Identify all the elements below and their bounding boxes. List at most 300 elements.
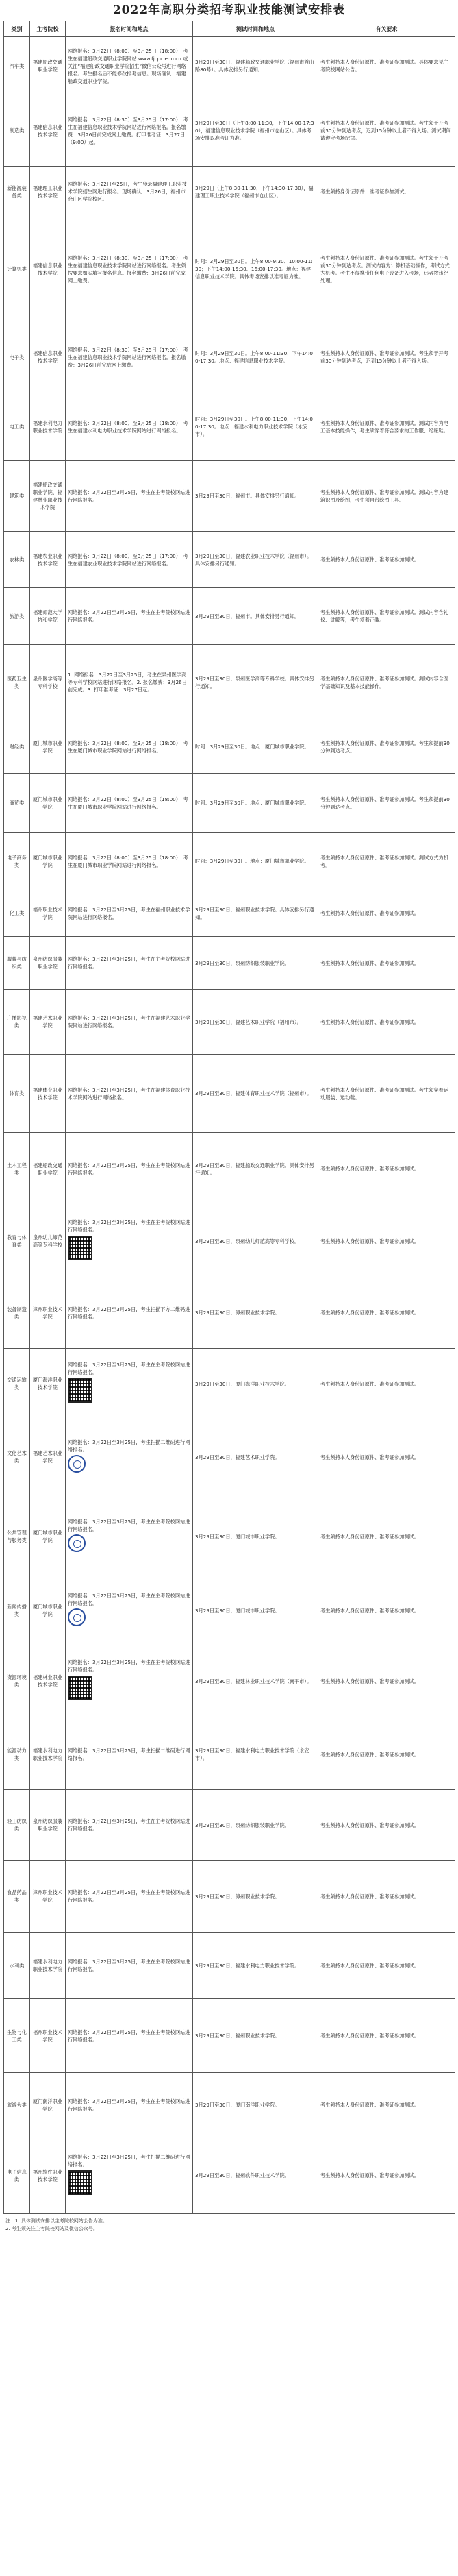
require-cell (318, 461, 455, 532)
require-cell (318, 217, 455, 321)
register-cell (66, 1495, 193, 1578)
category-cell-text: 财经类 (9, 744, 25, 750)
header-require: 有关要求 (318, 21, 455, 37)
test-cell (193, 774, 318, 833)
school-cell (30, 1719, 66, 1790)
qr-code-icon (68, 1236, 92, 1260)
category-cell-text: 旅游类 (9, 613, 25, 620)
table-row (4, 1861, 455, 1933)
register-cell-text: 网络报名：3月22日至3月25日，考生在主考院校网站进行网络报名。 (68, 1659, 190, 1673)
register-cell-text: 网络报名：3月22日（8:00）至3月25日（18:00），考生在厦门城市职业学院网站进行网络报名。 (68, 739, 188, 754)
register-cell-text: 网络报名：3月22日（8:30）至3月25日（17:00），考生在福建信息职业技术学院网站进行网络报名。报名缴费：3月26日前完成网上缴费。打印准考证：3月27日（9:00）起。 (68, 116, 188, 145)
school-cell (30, 1205, 66, 1277)
require-cell-text: 考生须持本人身份证原件、准考证参加测试。 (320, 1607, 419, 1614)
register-cell (66, 1133, 193, 1205)
require-cell-text: 考生须持身份证原件、准考证参加测试。 (320, 188, 409, 195)
school-cell-text: 泉州幼儿师范高等专科学校 (32, 1234, 63, 1248)
require-cell-text: 考生须持本人身份证原件、准考证参加测试。考生须穿着运动服装、运动鞋。 (320, 1086, 448, 1101)
require-cell-text: 考生须持本人身份证原件、准考证参加测试。 (320, 959, 419, 966)
test-cell-text: 3月29日至30日，福建船政交通职业学院。具体安排另行通知。 (195, 1162, 314, 1176)
school-cell (30, 1643, 66, 1719)
register-cell-text: 网络报名：3月22日至3月25日，考生在主考院校网站进行网络报名。 (68, 1818, 190, 1832)
register-cell (66, 393, 193, 461)
test-cell (193, 1349, 318, 1419)
require-cell (318, 393, 455, 461)
require-cell (318, 1643, 455, 1719)
school-seal-icon (68, 1455, 86, 1473)
school-cell-text: 福建船政交通职业学院、福建林业职业技术学院 (32, 481, 63, 511)
qr-code-icon (68, 2170, 92, 2195)
require-cell (318, 1133, 455, 1205)
test-cell (193, 1205, 318, 1277)
register-cell-text: 网络报名：3月22日（8:00）至3月25日（18:00），考生在厦门城市职业学院网站进行网络报名。 (68, 854, 188, 868)
test-cell-text: 时间：3月29日至30日。地点：厦门城市职业学院。 (195, 744, 309, 750)
require-cell-text: 考生须持本人身份证原件、准考证参加测试。考生须于开考前30分钟到达考点。测试内容为计算机基础操作，考试方式为机考。考生不得携带任何电子设备进入考场，违者按违纪处理。 (320, 254, 450, 284)
category-cell-text: 旅游大类 (7, 2102, 27, 2108)
category-cell-text: 电工类 (9, 424, 25, 430)
school-cell-text: 福建信息职业技术学院 (32, 123, 63, 138)
school-cell (30, 532, 66, 588)
school-cell-text: 福建水利电力职业技术学院 (32, 419, 63, 434)
register-cell (66, 588, 193, 645)
category-cell (4, 588, 30, 645)
school-cell-text: 福建体育职业技术学院 (32, 1086, 63, 1101)
school-cell-text: 厦门城市职业学院 (32, 854, 63, 868)
category-cell (4, 990, 30, 1055)
register-cell-text: 网络报名：3月22日至3月25日，考生在主考院校网站进行网络报名。 (68, 1518, 190, 1532)
category-cell (4, 645, 30, 720)
require-cell-text: 考生须持本人身份证原件、准考证参加测试。 (320, 910, 419, 916)
category-cell-text: 建筑类 (9, 493, 25, 499)
table-row (4, 37, 455, 95)
school-cell-text: 厦门南洋职业学院 (32, 2098, 63, 2112)
require-cell-text: 考生须持本人身份证原件、准考证参加测试。测试内容含礼仪、讲解等，考生须着正装。 (320, 609, 448, 623)
table-row (4, 393, 455, 461)
require-cell (318, 321, 455, 393)
register-cell-text: 网络报名：3月22日至3月25日，考生在福建体育职业技术学院网站进行网络报名。 (68, 1086, 190, 1101)
school-cell-text: 厦门城市职业学院 (32, 796, 63, 810)
school-cell (30, 1578, 66, 1643)
table-row (4, 833, 455, 890)
require-cell (318, 1349, 455, 1419)
category-cell (4, 167, 30, 217)
register-cell-text: 网络报名：3月22日至3月25日，考生在福州职业技术学院网站进行网络报名。 (68, 906, 190, 920)
register-cell (66, 1790, 193, 1861)
table-row (4, 321, 455, 393)
test-cell-text: 3月29日至30日，厦门海洋职业技术学院。 (195, 1380, 290, 1387)
category-cell (4, 95, 30, 167)
register-cell (66, 37, 193, 95)
register-cell-text: 网络报名：3月22日至3月25日，考生在主考院校网站进行网络报名。 (68, 609, 190, 623)
table-row (4, 167, 455, 217)
school-cell-text: 漳州职业技术学院 (32, 1305, 63, 1320)
require-cell (318, 167, 455, 217)
test-cell (193, 2073, 318, 2137)
require-cell (318, 937, 455, 990)
category-cell-text: 文化艺术类 (7, 1450, 27, 1464)
school-cell-text: 福建师范大学协和学院 (32, 609, 63, 623)
test-cell-text: 3月29日至30日，福州市。具体安排另行通知。 (195, 493, 300, 499)
register-cell-text: 1. 网络报名：3月22日至3月25日，考生在泉州医学高等专科学校网站进行网络报名。2. 报名缴费：3月26日前完成。3. 打印准考证：3月27日起。 (68, 672, 187, 693)
category-cell-text: 广播影视类 (7, 1015, 27, 1029)
register-cell (66, 1349, 193, 1419)
school-cell (30, 1349, 66, 1419)
require-cell-text: 考生须持本人身份证原件、准考证参加测试。 (320, 1962, 419, 1969)
category-cell-text: 汽车类 (9, 62, 25, 69)
register-cell (66, 217, 193, 321)
school-cell (30, 1055, 66, 1133)
test-cell (193, 1133, 318, 1205)
table-row (4, 95, 455, 167)
register-cell-text: 网络报名：3月22日（8:00）至3月25日（18:00），考生在福建船政交通职业学院网站 www.fjcpc.edu.cn 或关注“福建船政交通职业学院招生”微信公众号进行网络报名。考生报名后不能修改报考信息。现场确认：福建船政交通职业学院。 (68, 47, 188, 84)
category-cell (4, 774, 30, 833)
require-cell-text: 考生须持本人身份证原件、准考证参加测试。 (320, 1018, 419, 1025)
category-cell (4, 720, 30, 774)
footnote-line: 2. 考生须关注主考院校网站及微信公众号。 (5, 2226, 98, 2231)
register-cell-text: 网络报名：3月22日（8:30）至3月25日（17:00），考生在福建信息职业技术学院网站进行网络报名。报名缴费：3月26日前完成网上缴费。 (68, 346, 188, 368)
require-cell-text: 考生须持本人身份证原件、准考证参加测试。 (320, 1166, 419, 1172)
category-cell (4, 461, 30, 532)
category-cell (4, 217, 30, 321)
register-cell-text: 网络报名：3月22日至3月25日，考生在福建艺术职业学院网站进行网络报名。 (68, 1015, 190, 1029)
category-cell-text: 土木工程类 (7, 1162, 27, 1176)
category-cell-text: 资源环境类 (7, 1674, 27, 1688)
test-cell-text: 3月29日至30日，福州市。具体安排另行通知。 (195, 613, 300, 620)
school-cell-text: 厦门城市职业学院 (32, 1604, 63, 1617)
category-cell (4, 1578, 30, 1643)
school-cell (30, 774, 66, 833)
school-cell-text: 福建艺术职业学院 (32, 1015, 63, 1029)
require-cell-text: 考生须持本人身份证原件、准考证参加测试。具体要求见主考院校网站公告。 (320, 59, 448, 73)
table-row (4, 1578, 455, 1643)
school-cell (30, 2073, 66, 2137)
table-row (4, 1719, 455, 1790)
category-cell (4, 1933, 30, 1999)
test-cell (193, 645, 318, 720)
register-cell-text: 网络报名：3月22日至3月25日，考生在主考院校网站进行网络报名。 (68, 489, 190, 503)
require-cell-text: 考生须持本人身份证原件、准考证参加测试。考生须于开考前30分钟到达考点，迟到15分钟以上者不得入场。 (320, 350, 448, 364)
school-cell (30, 890, 66, 937)
register-cell-text: 网络报名：3月22日至3月25日，考生在主考院校网站进行网络报名。 (68, 2028, 190, 2043)
require-cell (318, 774, 455, 833)
require-cell (318, 1578, 455, 1643)
category-cell (4, 890, 30, 937)
register-cell (66, 1861, 193, 1933)
category-cell-text: 新闻传播类 (7, 1604, 27, 1617)
require-cell (318, 1719, 455, 1790)
school-cell (30, 37, 66, 95)
table-row (4, 2073, 455, 2137)
category-cell-text: 医药卫生类 (7, 675, 27, 689)
require-cell-text: 考生须持本人身份证原件、准考证参加测试。 (320, 1893, 419, 1900)
require-cell (318, 1790, 455, 1861)
table-row (4, 990, 455, 1055)
test-cell (193, 1495, 318, 1578)
require-cell (318, 833, 455, 890)
category-cell (4, 1861, 30, 1933)
school-cell-text: 福建信息职业技术学院 (32, 262, 63, 276)
table-body (4, 37, 455, 2214)
category-cell (4, 1719, 30, 1790)
test-cell (193, 990, 318, 1055)
require-cell (318, 95, 455, 167)
register-cell-text: 网络报名：3月22日至3月25日，考生在主考院校网站进行网络报名。 (68, 1959, 190, 1972)
register-cell (66, 532, 193, 588)
test-cell-text: 3月29日至30日，厦门南洋职业学院。 (195, 2102, 280, 2108)
test-cell (193, 720, 318, 774)
table-row (4, 1419, 455, 1495)
require-cell-text: 考生须持本人身份证原件、准考证参加测试。 (320, 2102, 419, 2108)
require-cell (318, 1861, 455, 1933)
register-cell-text: 网络报名：3月22日（8:00）至3月25日（17:00），考生在福建农业职业技术学院网站进行网络报名。 (68, 552, 188, 567)
category-cell-text: 装备制造类 (7, 1305, 27, 1320)
school-cell-text: 泉州纺织服装职业学院 (32, 956, 63, 970)
category-cell (4, 1643, 30, 1719)
footnote-line: 注：1. 具体测试安排以主考院校网站公告为准。 (5, 2218, 107, 2224)
school-cell-text: 福州软件职业技术学院 (32, 2168, 63, 2183)
page-title: 2022年高职分类招考职业技能测试安排表 (112, 3, 346, 17)
require-cell-text: 考生须持本人身份证原件、准考证参加测试。 (320, 1533, 419, 1540)
require-cell-text: 考生须持本人身份证原件、准考证参加测试。 (320, 1453, 419, 1460)
category-cell (4, 2073, 30, 2137)
require-cell-text: 考生须持本人身份证原件、准考证参加测试。测试方式为机考。 (320, 854, 448, 868)
test-cell-text: 3月29日至30日，漳州职业技术学院。 (195, 1310, 280, 1316)
school-cell (30, 1277, 66, 1349)
test-cell-text: 3月29日至30日，福建艺术职业学院（福州市）。 (195, 1018, 302, 1025)
require-cell (318, 2073, 455, 2137)
category-cell (4, 937, 30, 990)
school-cell-text: 福建船政交通职业学院 (32, 1162, 63, 1176)
register-cell-text: 网络报名：3月22日（8:00）至3月25日（18:00），考生在福建水利电力职业技术学院网站进行网络报名。 (68, 419, 188, 434)
school-cell (30, 95, 66, 167)
school-cell (30, 461, 66, 532)
test-cell-text: 3月29日至30日，福建水利电力职业技术学院（永安市）。 (195, 1747, 309, 1761)
school-cell-text: 福建水利电力职业技术学院 (32, 1959, 63, 1972)
category-cell (4, 37, 30, 95)
category-cell-text: 生物与化工类 (7, 2028, 27, 2043)
require-cell (318, 1495, 455, 1578)
register-cell-text: 网络报名：3月22日至3月25日，考生在主考院校网站进行网络报名。 (68, 1592, 190, 1606)
table-row (4, 1277, 455, 1349)
category-cell-text: 电子商务类 (7, 854, 27, 868)
school-seal-icon (68, 1534, 86, 1552)
test-cell (193, 321, 318, 393)
register-cell (66, 645, 193, 720)
require-cell-text: 考生须持本人身份证原件、准考证参加测试。考生须提前30分钟到达考点。 (320, 796, 450, 810)
test-cell-text: 3月29日至30日，福建林业职业技术学院（南平市）。 (195, 1678, 312, 1684)
table-row (4, 1999, 455, 2073)
qr-code-icon (68, 1676, 92, 1700)
register-cell (66, 890, 193, 937)
register-cell-text: 网络报名：3月22日至3月25日，考生扫描二维码进行网络报名。 (68, 1438, 190, 1453)
category-cell-text: 新能源装备类 (7, 184, 27, 199)
school-cell (30, 1999, 66, 2073)
require-cell-text: 考生须持本人身份证原件、准考证参加测试。 (320, 1821, 419, 1828)
school-cell (30, 393, 66, 461)
category-cell-text: 农林类 (9, 556, 25, 563)
table-row (4, 937, 455, 990)
category-cell-text: 服装与纺织类 (7, 956, 27, 970)
register-cell (66, 1277, 193, 1349)
school-cell-text: 厦门海洋职业技术学院 (32, 1377, 63, 1390)
schedule-table (3, 21, 455, 2214)
test-cell (193, 1719, 318, 1790)
table-row (4, 1055, 455, 1133)
require-cell (318, 990, 455, 1055)
test-cell (193, 1277, 318, 1349)
require-cell (318, 645, 455, 720)
test-cell-text: 3月29日至30日，漳州职业技术学院。 (195, 1893, 280, 1900)
school-cell (30, 990, 66, 1055)
category-cell-text: 公共管理与服务类 (7, 1530, 27, 1543)
register-cell-text: 网络报名：3月22日至3月25日，考生在主考院校网站进行网络报名。 (68, 1162, 190, 1176)
header-test: 测试时间和地点 (193, 21, 318, 37)
register-cell-text: 网络报名：3月22日至25日，考生登录福建理工职业技术学院招生网进行报名。现场确认：3月26日，福州市仓山区学院校区。 (68, 181, 187, 202)
category-cell (4, 1055, 30, 1133)
table-row (4, 588, 455, 645)
table-header-row (4, 21, 455, 37)
test-cell-text: 时间：3月29日至30日。地点：厦门城市职业学院。 (195, 858, 309, 864)
table-row (4, 1205, 455, 1277)
category-cell (4, 321, 30, 393)
test-cell-text: 3月29日至30日，泉州纺织服装职业学院。 (195, 1821, 290, 1828)
school-cell-text: 福建农业职业技术学院 (32, 552, 63, 567)
school-cell (30, 720, 66, 774)
register-cell-text: 网络报名：3月22日至3月25日，考生扫描下方二维码进行网络报名。 (68, 1305, 190, 1320)
require-cell-text: 考生须持本人身份证原件、准考证参加测试。测试内容含医学基础知识及基本技能操作。 (320, 675, 448, 689)
table-row (4, 1133, 455, 1205)
category-cell-text: 化工类 (9, 910, 25, 916)
test-cell-text: 3月29日至30日，福建艺术职业学院。 (195, 1453, 280, 1460)
require-cell (318, 720, 455, 774)
require-cell (318, 1205, 455, 1277)
school-cell-text: 福建水利电力职业技术学院 (32, 1747, 63, 1761)
school-cell (30, 1790, 66, 1861)
category-cell (4, 1349, 30, 1419)
school-cell (30, 1933, 66, 1999)
category-cell (4, 393, 30, 461)
school-cell (30, 645, 66, 720)
test-cell-text: 时间：3月29日至30日。地点：厦门城市职业学院。 (195, 800, 309, 806)
test-cell (193, 1790, 318, 1861)
table-row (4, 1790, 455, 1861)
test-cell (193, 937, 318, 990)
category-cell (4, 532, 30, 588)
school-cell-text: 厦门城市职业学院 (32, 739, 63, 754)
register-cell (66, 937, 193, 990)
category-cell (4, 1495, 30, 1578)
table-row (4, 774, 455, 833)
test-cell-text: 3月29日至30日，福建水利电力职业技术学院。 (195, 1962, 300, 1969)
register-cell (66, 2137, 193, 2214)
require-cell-text: 考生须持本人身份证原件、准考证参加测试。测试内容为建筑识图及绘图，考生须自带绘图工具。 (320, 489, 448, 503)
require-cell (318, 2137, 455, 2214)
table-row (4, 1349, 455, 1419)
category-cell-text: 计算机类 (7, 266, 27, 272)
require-cell (318, 37, 455, 95)
school-cell-text: 福建林业职业技术学院 (32, 1674, 63, 1688)
school-cell (30, 321, 66, 393)
school-cell-text: 厦门城市职业学院 (32, 1530, 63, 1543)
test-cell-text: 时间：3月29日至30日。上午8:00-9:30、10:00-11:30；下午14:00-15:30、16:00-17:30。地点：福建信息职业技术学院。具体考场安排以准考证为准。 (195, 258, 313, 280)
test-cell (193, 890, 318, 937)
require-cell-text: 考生须持本人身份证原件、准考证参加测试。 (320, 1310, 419, 1316)
require-cell (318, 1277, 455, 1349)
test-cell-text: 3月29日至30日，福州职业技术学院。具体安排另行通知。 (195, 906, 314, 920)
require-cell (318, 1933, 455, 1999)
test-cell-text: 3月29日至30日（上午8:00-11:30，下午14:00-17:30），福建信息职业技术学院（福州市仓山区）。具体考场安排以准考证为准。 (195, 120, 314, 141)
require-cell-text: 考生须持本人身份证原件、准考证参加测试。 (320, 1751, 419, 1758)
school-cell-text: 泉州纺织服装职业学院 (32, 1818, 63, 1832)
register-cell-text: 网络报名：3月22日至3月25日，考生扫描二维码进行网络报名。 (68, 1747, 190, 1761)
register-cell-text: 网络报名：3月22日（8:00）至3月25日（18:00），考生在厦门城市职业学院网站进行网络报名。 (68, 796, 188, 810)
category-cell-text: 电子信息类 (7, 2168, 27, 2183)
test-cell (193, 2137, 318, 2214)
category-cell-text: 商贸类 (9, 800, 25, 806)
school-cell (30, 588, 66, 645)
require-cell (318, 890, 455, 937)
test-cell (193, 1933, 318, 1999)
require-cell (318, 532, 455, 588)
category-cell-text: 体育类 (9, 1090, 25, 1096)
test-cell-text: 时间：3月29日至30日。上午8:00-11:30，下午14:00-17:30。地点：福建水利电力职业技术学院（永安市）。 (195, 416, 313, 437)
school-cell (30, 1495, 66, 1578)
school-cell (30, 937, 66, 990)
require-cell (318, 1999, 455, 2073)
require-cell-text: 考生须持本人身份证原件、准考证参加测试。 (320, 1238, 419, 1244)
register-cell-text: 网络报名：3月22日至3月25日，考生扫描二维码进行网络报名。 (68, 2153, 190, 2168)
register-cell (66, 1419, 193, 1495)
table-row (4, 217, 455, 321)
header-school: 主考院校 (30, 21, 66, 37)
test-cell-text: 3月29日至30日，福州职业技术学院。 (195, 2033, 280, 2039)
require-cell-text: 考生须持本人身份证原件、准考证参加测试。 (320, 1678, 419, 1684)
test-cell (193, 1861, 318, 1933)
category-cell (4, 1419, 30, 1495)
register-cell (66, 1205, 193, 1277)
table-row (4, 1643, 455, 1719)
test-cell (193, 1578, 318, 1643)
register-cell (66, 1055, 193, 1133)
register-cell (66, 720, 193, 774)
require-cell-text: 考生须持本人身份证原件、准考证参加测试。 (320, 1380, 419, 1387)
test-cell-text: 3月29日（上午8:30-11:30，下午14:30-17:30），福建理工职业技术学院（福州市仓山区）。 (195, 184, 314, 199)
school-cell-text: 泉州医学高等专科学校 (32, 675, 63, 689)
test-cell (193, 1419, 318, 1495)
table-row (4, 1495, 455, 1578)
register-cell-text: 网络报名：3月22日至3月25日，考生在主考院校网站进行网络报名。 (68, 2098, 190, 2112)
register-cell (66, 833, 193, 890)
test-cell (193, 393, 318, 461)
test-cell (193, 167, 318, 217)
register-cell-text: 网络报名：3月22日至3月25日，考生在主考院校网站进行网络报名。 (68, 956, 190, 970)
school-cell-text: 福州职业技术学院 (32, 2028, 63, 2043)
qr-code-icon (68, 1378, 92, 1403)
header-category: 类别 (4, 21, 30, 37)
school-cell (30, 1419, 66, 1495)
school-cell-text: 漳州职业技术学院 (32, 1889, 63, 1903)
require-cell (318, 588, 455, 645)
category-cell-text: 轻工纺织类 (7, 1818, 27, 1832)
register-cell-text: 网络报名：3月22日至3月25日，考生在主考院校网站进行网络报名。 (68, 1219, 190, 1233)
register-cell (66, 1719, 193, 1790)
category-cell (4, 1999, 30, 2073)
test-cell (193, 588, 318, 645)
category-cell-text: 交通运输类 (7, 1377, 27, 1390)
test-cell-text: 3月29日至30日，福建体育职业技术学院（福州市）。 (195, 1090, 312, 1096)
table-row (4, 532, 455, 588)
test-cell (193, 833, 318, 890)
